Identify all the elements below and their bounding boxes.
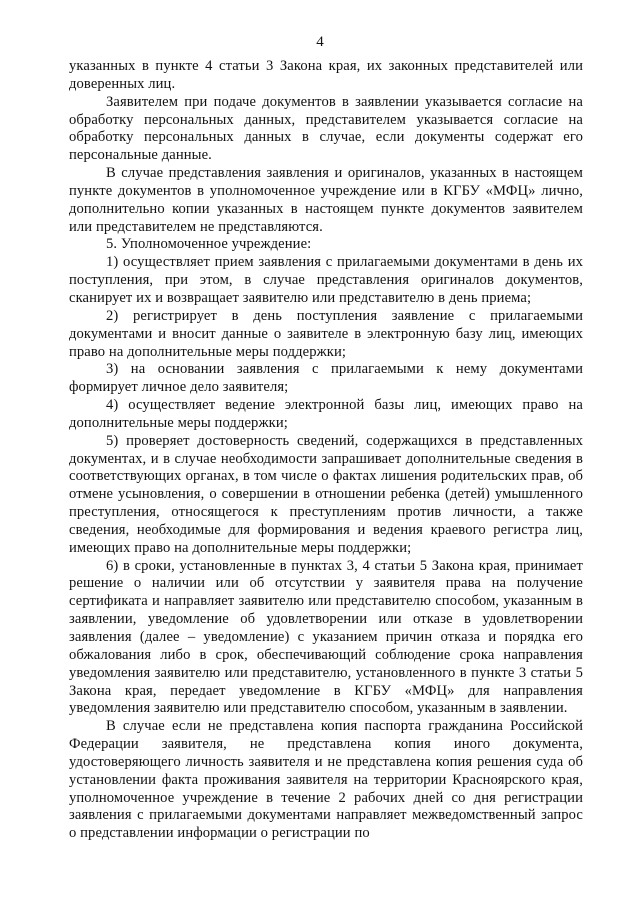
page-number: 4	[316, 34, 324, 50]
paragraph-originals: В случае представления заявления и оригиналов, указанных в настоящем пункте документов в уполномоченное учреждение или в КГБУ «МФЦ» лично, дополнительно копии указанных в настоящем пункте документов заявителем или представителем не представляются.	[69, 165, 583, 235]
paragraph-consent: Заявителем при подаче документов в заявлении указывается согласие на обработку персональных данных, представителем указывается согласие на обработку персональных данных в случае, если документы содержат его персональные данные.	[69, 93, 583, 164]
paragraph-section-5-heading: 5. Уполномоченное учреждение:	[106, 236, 312, 253]
paragraph-item-4: 4) осуществляет ведение электронной базы лиц, имеющих право на дополнительные меры поддержки;	[69, 397, 583, 431]
paragraph-item-1: 1) осуществляет прием заявления с прилагаемыми документами в день их поступления, при этом, в случае представления оригиналов документов, сканирует их и возвращает заявителю или представителю в день приема;	[69, 254, 583, 306]
paragraph-item-3: 3) на основании заявления с прилагаемыми к нему документами формирует личное дело заявителя;	[69, 361, 583, 396]
paragraph-item-6: 6) в сроки, установленные в пунктах 3, 4 статьи 5 Закона края, принимает решение о наличии или об отсутствии у заявителя права на получение сертификата и направляет заявителю или представителю способом, указанным в заявлении, уведомление об удовлетворении или отказе в удовлетворении заявления (далее – уведомление) с указанием причин отказа и порядка его обжалования либо в срок, обеспечивающий соблюдение срока направления уведомления заявителю или представителю, установленного в пункте 3 статьи 5 Закона края, передает уведомление в КГБУ «МФЦ» для направления уведомления заявителю или представителю способом, указанным в заявлении.	[69, 557, 583, 717]
paragraph-item-5: 5) проверяет достоверность сведений, содержащихся в представленных документах, и в случае необходимости запрашивает дополнительные сведения в соответствующих органах, в том числе о фактах лишения родительских прав, об отмене усыновления, о совершении в отношении ребенка (детей) умышленного преступления, относящегося к преступлениям против личности, а также сведения, необходимые для формирования и ведения краевого регистра лиц, имеющих право на дополнительные меры поддержки;	[69, 432, 583, 556]
document-body	[69, 58, 583, 843]
paragraph-no-passport: В случае если не представлена копия паспорта гражданина Российской Федерации заявителя, не представлена копия иного документа, удостоверяющего личность заявителя и не представлена копия решения суда об установлении факта проживания заявителя на территории Красноярского края, уполномоченное учреждение в течение 2 рабочих дней со дня регистрации заявления с прилагаемыми документами направляет межведомственный запрос о представлении информации о регистрации по	[69, 718, 583, 842]
paragraph-item-2: 2) регистрирует в день поступления заявление с прилагаемыми документами и вносит данные о заявителе в электронную базу лиц, имеющих право на дополнительные меры поддержки;	[69, 307, 583, 360]
paragraph-continuation: указанных в пункте 4 статьи 3 Закона края, их законных представителей или доверенных лиц.	[69, 58, 583, 92]
